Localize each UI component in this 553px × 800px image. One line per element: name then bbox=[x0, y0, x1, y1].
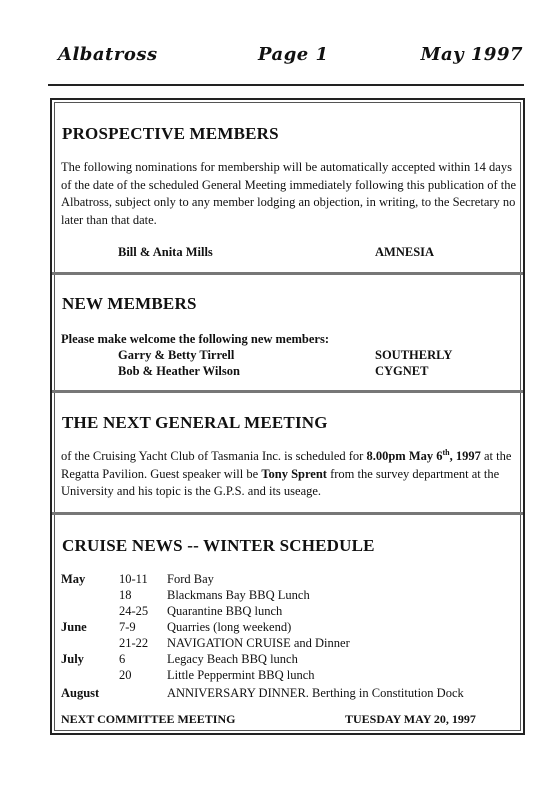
schedule-event: Blackmans Bay BBQ Lunch bbox=[167, 588, 310, 602]
new-member-name: Garry & Betty Tirrell bbox=[118, 348, 235, 362]
schedule-month: May bbox=[61, 572, 86, 586]
issue-date: May 1997 bbox=[420, 44, 523, 65]
schedule-date: 18 bbox=[119, 588, 132, 602]
schedule-date: 21-22 bbox=[119, 636, 149, 650]
page-header bbox=[58, 44, 523, 74]
section-divider bbox=[52, 390, 523, 393]
new-member-boat: SOUTHERLY bbox=[375, 348, 453, 362]
schedule-month: July bbox=[61, 652, 84, 666]
schedule-event: Quarries (long weekend) bbox=[167, 620, 292, 634]
meeting-time: 8.00pm May 6 bbox=[366, 449, 443, 463]
prospective-members-body bbox=[61, 159, 519, 229]
page-number: Page 1 bbox=[258, 44, 329, 65]
schedule-row bbox=[61, 686, 521, 703]
schedule-date: 24-25 bbox=[119, 604, 149, 618]
schedule-date: 7-9 bbox=[119, 620, 136, 634]
new-members-heading: NEW MEMBERS bbox=[62, 294, 197, 313]
schedule-row bbox=[61, 604, 521, 621]
schedule-row bbox=[61, 668, 521, 685]
new-member-boat: CYGNET bbox=[375, 364, 429, 378]
new-members-intro: Please make welcome the following new members: bbox=[61, 332, 329, 346]
schedule-event: ANNIVERSARY DINNER. Berthing in Constitution Dock bbox=[167, 686, 464, 700]
committee-meeting-label: NEXT COMMITTEE MEETING bbox=[61, 712, 236, 726]
schedule-month: August bbox=[61, 686, 100, 700]
content-frame bbox=[50, 98, 525, 735]
schedule-row bbox=[61, 652, 521, 669]
schedule-date: 10-11 bbox=[119, 572, 148, 586]
prospective-members-text: The following nominations for membership will be automatically accepted within 14 days of the date of the scheduled General Meeting immediately following this publication of the Albatross, subject only to any member lodging an objection, in writing, to the Secretary no later than that date. bbox=[61, 160, 517, 227]
schedule-event: NAVIGATION CRUISE and Dinner bbox=[167, 636, 350, 650]
nominee-boat: AMNESIA bbox=[375, 245, 435, 259]
section-divider bbox=[52, 272, 523, 275]
section-divider bbox=[52, 512, 523, 515]
committee-meeting-footer bbox=[61, 712, 521, 727]
schedule-date: 6 bbox=[119, 652, 126, 666]
nominee-name: Bill & Anita Mills bbox=[118, 245, 213, 259]
schedule-row bbox=[61, 636, 521, 653]
schedule-event: Quarantine BBQ lunch bbox=[167, 604, 283, 618]
schedule-row bbox=[61, 620, 521, 637]
meeting-year: 1997 bbox=[455, 449, 481, 463]
schedule-event: Legacy Beach BBQ lunch bbox=[167, 652, 298, 666]
prospective-members-heading: PROSPECTIVE MEMBERS bbox=[62, 124, 279, 143]
header-rule bbox=[48, 84, 524, 86]
new-member-name: Bob & Heather Wilson bbox=[118, 364, 240, 378]
schedule-month: June bbox=[61, 620, 87, 634]
schedule-date: 20 bbox=[119, 668, 132, 682]
committee-meeting-date: TUESDAY MAY 20, 1997 bbox=[345, 712, 476, 726]
general-meeting-heading: THE NEXT GENERAL MEETING bbox=[62, 413, 328, 432]
guest-speaker: Tony Sprent bbox=[261, 466, 327, 481]
schedule-row bbox=[61, 572, 521, 589]
general-meeting-text: of the Cruising Yacht Club of Tasmania Inc. is scheduled for 8.00pm May 6th, 1997 at the Regatta Pavilion. Guest speaker will be Tony Sprent from the survey department at the University and his topic is the G.P.S. and its useage. bbox=[61, 447, 512, 498]
cruise-news-heading: CRUISE NEWS -- WINTER SCHEDULE bbox=[62, 536, 375, 555]
schedule-event: Ford Bay bbox=[167, 572, 214, 586]
general-meeting-body bbox=[61, 448, 519, 501]
schedule-row bbox=[61, 588, 521, 605]
schedule-event: Little Peppermint BBQ lunch bbox=[167, 668, 315, 682]
newsletter-name: Albatross bbox=[58, 44, 158, 65]
